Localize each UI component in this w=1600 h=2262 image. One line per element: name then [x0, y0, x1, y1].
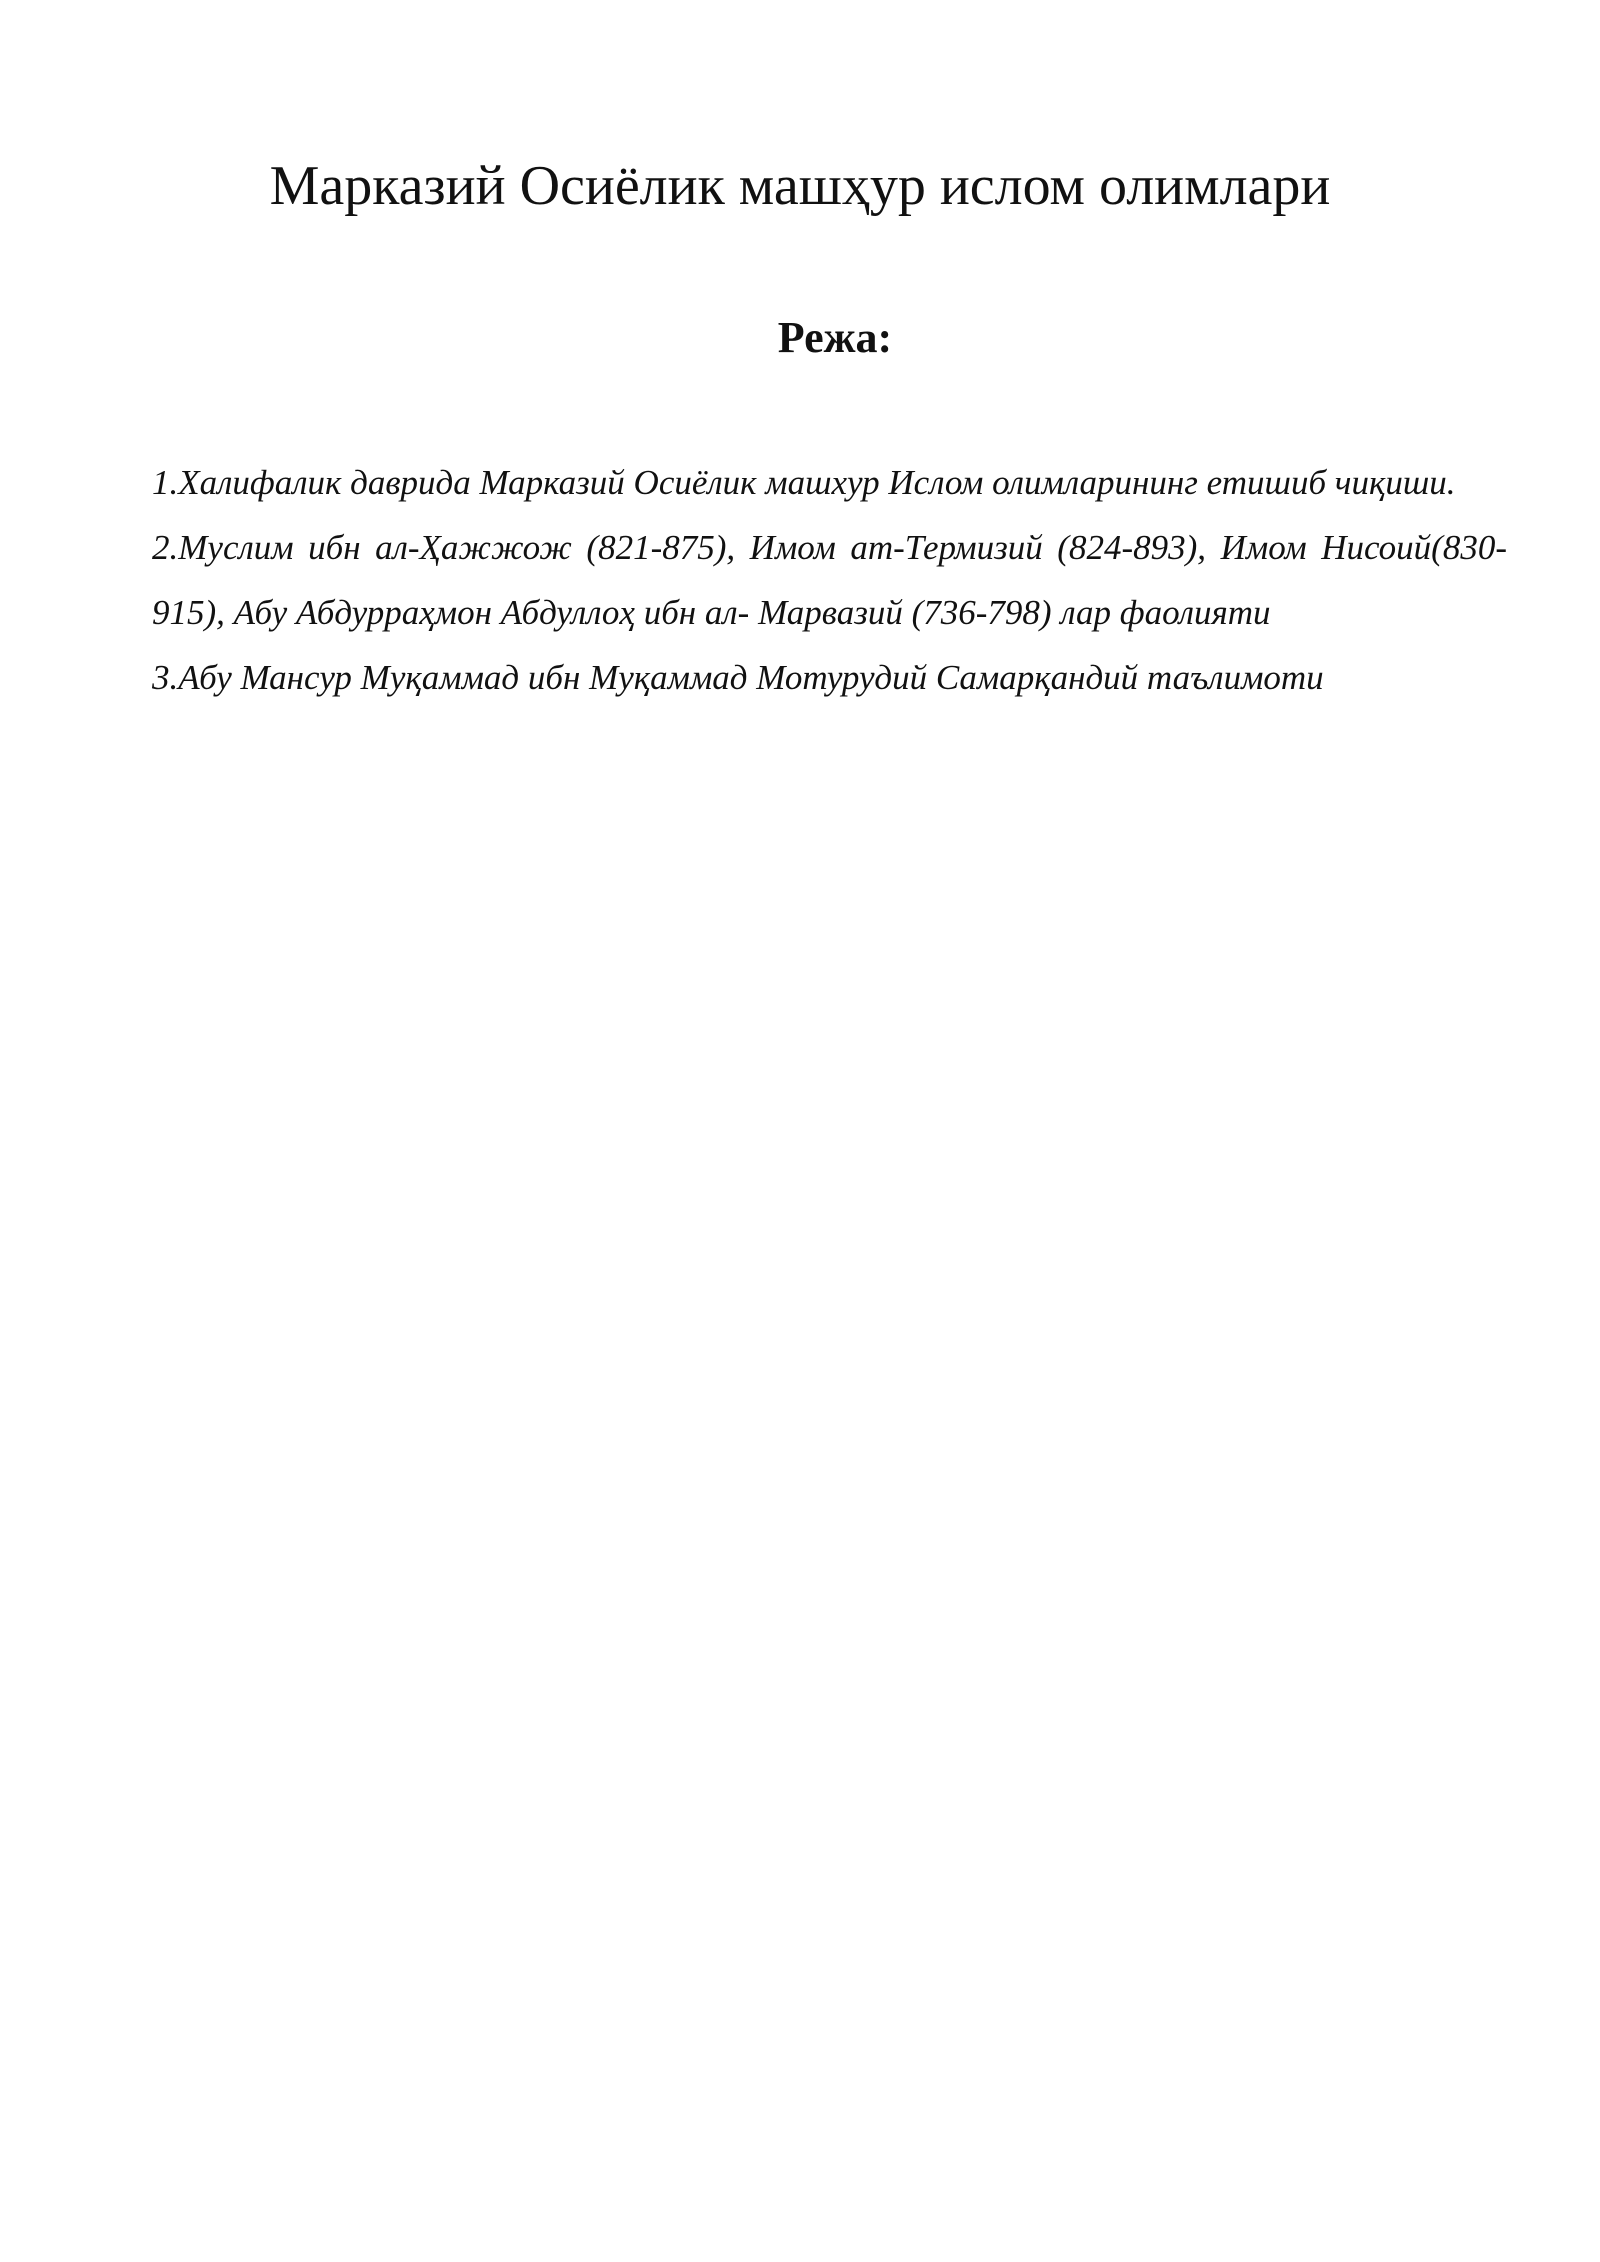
plan-item-3: 3.Абу Мансур Муқаммад ибн Муқаммад Мотурудий Самарқандий таълимоти — [152, 658, 1324, 697]
plan-heading: Режа: — [777, 313, 893, 362]
plan-item-1: 1.Халифалик даврида Марказий Осиёлик машхур Ислом олимларининг етишиб чиқиши. — [152, 463, 1456, 502]
plan-list — [152, 450, 1507, 710]
page-title: Марказий Осиёлик машҳур ислом олимлари — [269, 155, 1331, 217]
plan-item-2: 2.Муслим ибн ал-Ҳажжож (821-875), Имом ат-Термизий (824-893), Имом Нисоий(830-915), Абу Абдурраҳмон Абдуллоҳ ибн ал- Марвазий (736-798) лар фаолияти — [152, 528, 1507, 632]
